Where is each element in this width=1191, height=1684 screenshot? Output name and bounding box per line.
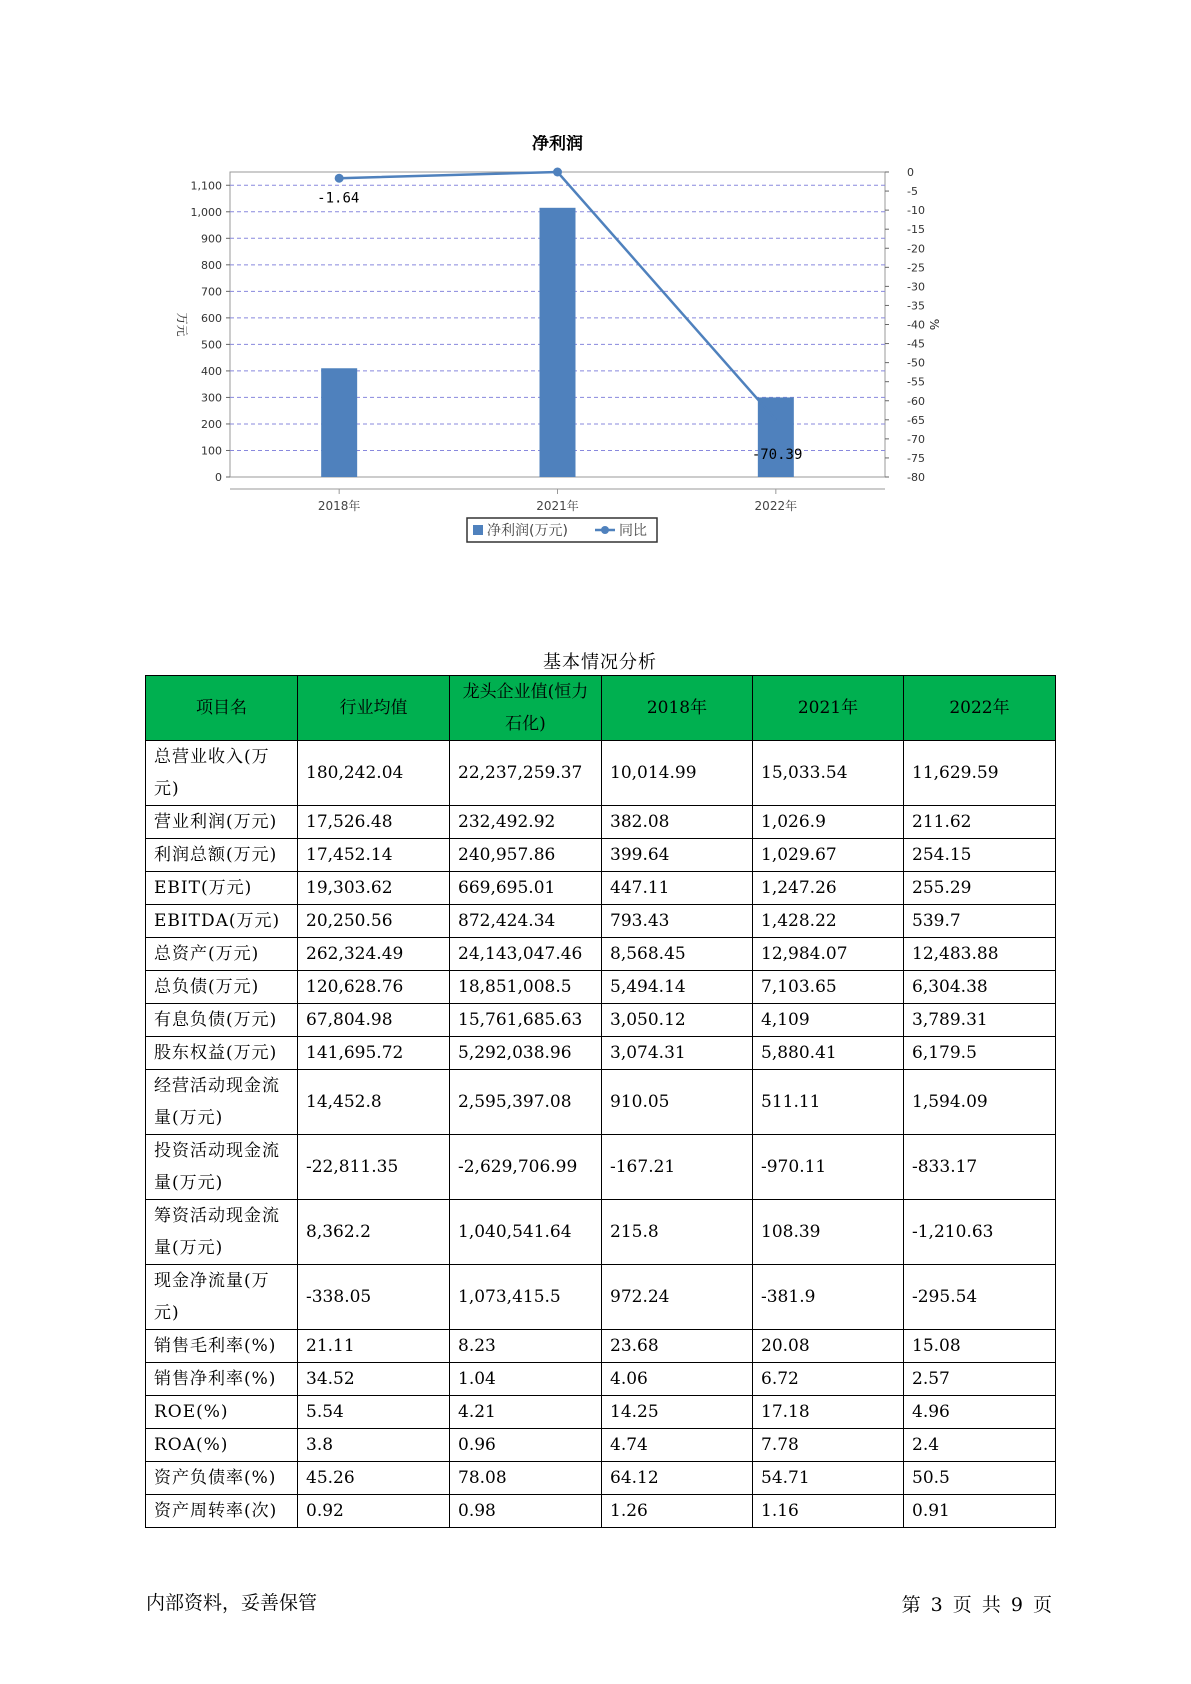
header-industry-avg: 行业均值 bbox=[298, 676, 450, 741]
row-value: 4,109 bbox=[753, 1004, 904, 1037]
chart-title: 净利润 bbox=[532, 135, 583, 154]
row-value: 17.18 bbox=[753, 1396, 904, 1429]
row-value: 108.39 bbox=[753, 1200, 904, 1265]
row-value: 539.7 bbox=[904, 905, 1056, 938]
row-label: 筹资活动现金流量(万元) bbox=[146, 1200, 298, 1265]
row-value: 22,237,259.37 bbox=[450, 741, 602, 806]
footer-page-number: 第 3 页 共 9 页 bbox=[901, 1594, 1054, 1616]
row-value: -1,210.63 bbox=[904, 1200, 1056, 1265]
row-value: 180,242.04 bbox=[298, 741, 450, 806]
yoy-point-0 bbox=[335, 174, 344, 183]
row-label: 资产周转率(次) bbox=[146, 1495, 298, 1528]
row-value: 793.43 bbox=[602, 905, 753, 938]
table-row bbox=[146, 1363, 1056, 1396]
y-axis-title: 万元 bbox=[175, 312, 189, 337]
basic-analysis-table bbox=[145, 675, 1056, 1528]
row-value: 0.96 bbox=[450, 1429, 602, 1462]
row-value: 1.04 bbox=[450, 1363, 602, 1396]
row-value: 8,568.45 bbox=[602, 938, 753, 971]
table-row bbox=[146, 1200, 1056, 1265]
row-value: -22,811.35 bbox=[298, 1135, 450, 1200]
row-value: 15.08 bbox=[904, 1330, 1056, 1363]
row-value: 3,074.31 bbox=[602, 1037, 753, 1070]
row-label: EBITDA(万元) bbox=[146, 905, 298, 938]
row-label: 现金净流量(万元) bbox=[146, 1265, 298, 1330]
row-value: 447.11 bbox=[602, 872, 753, 905]
row-value: 1,594.09 bbox=[904, 1070, 1056, 1135]
y-tick-label: 900 bbox=[201, 232, 222, 246]
y2-tick-label: -15 bbox=[907, 223, 925, 237]
row-value: 120,628.76 bbox=[298, 971, 450, 1004]
row-value: 5,880.41 bbox=[753, 1037, 904, 1070]
row-value: -338.05 bbox=[298, 1265, 450, 1330]
row-value: 6,179.5 bbox=[904, 1037, 1056, 1070]
row-value: 67,804.98 bbox=[298, 1004, 450, 1037]
y2-tick-label: -20 bbox=[907, 242, 925, 256]
row-value: 1,247.26 bbox=[753, 872, 904, 905]
legend-bar-label: 净利润(万元) bbox=[487, 523, 568, 539]
row-value: 262,324.49 bbox=[298, 938, 450, 971]
row-value: 54.71 bbox=[753, 1462, 904, 1495]
table-row bbox=[146, 1396, 1056, 1429]
row-value: 4.21 bbox=[450, 1396, 602, 1429]
row-value: 23.68 bbox=[602, 1330, 753, 1363]
x-tick-label: 2022年 bbox=[754, 499, 798, 513]
row-value: -833.17 bbox=[904, 1135, 1056, 1200]
bar-0 bbox=[321, 368, 357, 477]
y-tick-label: 1,000 bbox=[190, 205, 222, 219]
header-leader-value: 龙头企业值(恒力石化) bbox=[450, 676, 602, 741]
y2-tick-label: -45 bbox=[907, 337, 925, 351]
row-value: 50.5 bbox=[904, 1462, 1056, 1495]
row-value: 15,033.54 bbox=[753, 741, 904, 806]
table-row bbox=[146, 872, 1056, 905]
row-value: 14.25 bbox=[602, 1396, 753, 1429]
row-value: 1.16 bbox=[753, 1495, 904, 1528]
table-header-row bbox=[146, 676, 1056, 741]
row-value: 15,761,685.63 bbox=[450, 1004, 602, 1037]
row-value: 2,595,397.08 bbox=[450, 1070, 602, 1135]
row-value: 254.15 bbox=[904, 839, 1056, 872]
row-value: 240,957.86 bbox=[450, 839, 602, 872]
row-value: -295.54 bbox=[904, 1265, 1056, 1330]
row-value: 1.26 bbox=[602, 1495, 753, 1528]
row-label: 资产负债率(%) bbox=[146, 1462, 298, 1495]
y-tick-label: 400 bbox=[201, 364, 222, 378]
y2-axis-title: % bbox=[927, 318, 941, 331]
y-tick-label: 200 bbox=[201, 417, 222, 431]
table-row bbox=[146, 1265, 1056, 1330]
table-row bbox=[146, 1135, 1056, 1200]
row-value: 7.78 bbox=[753, 1429, 904, 1462]
row-value: 12,984.07 bbox=[753, 938, 904, 971]
x-tick-label: 2018年 bbox=[317, 499, 361, 513]
table-row bbox=[146, 1004, 1056, 1037]
y2-tick-label: -5 bbox=[907, 185, 918, 199]
row-value: 45.26 bbox=[298, 1462, 450, 1495]
row-value: 78.08 bbox=[450, 1462, 602, 1495]
row-label: 经营活动现金流量(万元) bbox=[146, 1070, 298, 1135]
row-value: 872,424.34 bbox=[450, 905, 602, 938]
y2-tick-label: -70 bbox=[907, 432, 925, 446]
legend-line-marker bbox=[601, 526, 609, 534]
row-label: 销售毛利率(%) bbox=[146, 1330, 298, 1363]
row-value: 0.92 bbox=[298, 1495, 450, 1528]
row-label: 股东权益(万元) bbox=[146, 1037, 298, 1070]
header-2018: 2018年 bbox=[602, 676, 753, 741]
row-value: 3,050.12 bbox=[602, 1004, 753, 1037]
row-value: 3,789.31 bbox=[904, 1004, 1056, 1037]
table-caption: 基本情况分析 bbox=[543, 652, 657, 673]
table-row bbox=[146, 971, 1056, 1004]
y-tick-label: 600 bbox=[201, 311, 222, 325]
row-value: 4.96 bbox=[904, 1396, 1056, 1429]
table-row bbox=[146, 741, 1056, 806]
row-label: 总资产(万元) bbox=[146, 938, 298, 971]
row-value: 18,851,008.5 bbox=[450, 971, 602, 1004]
row-value: 399.64 bbox=[602, 839, 753, 872]
yoy-label-2018: -1.64 bbox=[317, 190, 360, 207]
row-value: 5,292,038.96 bbox=[450, 1037, 602, 1070]
row-label: ROE(%) bbox=[146, 1396, 298, 1429]
bar-1 bbox=[540, 208, 576, 477]
row-value: 6.72 bbox=[753, 1363, 904, 1396]
row-value: 21.11 bbox=[298, 1330, 450, 1363]
row-value: 141,695.72 bbox=[298, 1037, 450, 1070]
row-value: 972.24 bbox=[602, 1265, 753, 1330]
y-tick-label: 0 bbox=[215, 471, 222, 484]
table-row bbox=[146, 839, 1056, 872]
row-value: 17,526.48 bbox=[298, 806, 450, 839]
row-value: 11,629.59 bbox=[904, 741, 1056, 806]
y2-tick-label: -55 bbox=[907, 375, 925, 389]
row-label: 总负债(万元) bbox=[146, 971, 298, 1004]
row-value: 34.52 bbox=[298, 1363, 450, 1396]
row-value: 2.4 bbox=[904, 1429, 1056, 1462]
row-value: 5,494.14 bbox=[602, 971, 753, 1004]
y-tick-label: 800 bbox=[201, 258, 222, 272]
table-row bbox=[146, 1495, 1056, 1528]
row-value: 14,452.8 bbox=[298, 1070, 450, 1135]
net-profit-chart bbox=[170, 135, 1020, 595]
row-value: 12,483.88 bbox=[904, 938, 1056, 971]
row-value: 20,250.56 bbox=[298, 905, 450, 938]
row-value: -167.21 bbox=[602, 1135, 753, 1200]
table-row bbox=[146, 1462, 1056, 1495]
table-row bbox=[146, 938, 1056, 971]
table-row bbox=[146, 1330, 1056, 1363]
y-tick-label: 500 bbox=[201, 338, 222, 352]
row-value: 1,428.22 bbox=[753, 905, 904, 938]
y2-tick-label: -40 bbox=[907, 318, 925, 332]
header-item-name: 项目名 bbox=[146, 676, 298, 741]
row-value: 2.57 bbox=[904, 1363, 1056, 1396]
row-value: -381.9 bbox=[753, 1265, 904, 1330]
row-label: 有息负债(万元) bbox=[146, 1004, 298, 1037]
footer-confidential-note: 内部资料，妥善保管 bbox=[146, 1592, 318, 1614]
y-tick-label: 100 bbox=[201, 444, 222, 458]
y2-tick-label: -65 bbox=[907, 413, 925, 427]
row-value: 24,143,047.46 bbox=[450, 938, 602, 971]
y2-tick-label: -25 bbox=[907, 261, 925, 275]
y2-tick-label: -30 bbox=[907, 280, 925, 294]
row-value: 19,303.62 bbox=[298, 872, 450, 905]
row-value: 382.08 bbox=[602, 806, 753, 839]
row-label: EBIT(万元) bbox=[146, 872, 298, 905]
row-value: 3.8 bbox=[298, 1429, 450, 1462]
y2-tick-label: -80 bbox=[907, 471, 925, 484]
row-value: 511.11 bbox=[753, 1070, 904, 1135]
row-value: 0.91 bbox=[904, 1495, 1056, 1528]
yoy-label-2022: -70.39 bbox=[751, 447, 803, 463]
table-row bbox=[146, 1037, 1056, 1070]
row-value: 4.06 bbox=[602, 1363, 753, 1396]
row-value: -970.11 bbox=[753, 1135, 904, 1200]
row-value: 1,073,415.5 bbox=[450, 1265, 602, 1330]
y-tick-label: 1,100 bbox=[190, 179, 222, 193]
row-label: 投资活动现金流量(万元) bbox=[146, 1135, 298, 1200]
table-body bbox=[146, 741, 1056, 1528]
row-value: -2,629,706.99 bbox=[450, 1135, 602, 1200]
y2-tick-label: -35 bbox=[907, 299, 925, 313]
row-value: 4.74 bbox=[602, 1429, 753, 1462]
y2-tick-label: -10 bbox=[907, 204, 925, 218]
table-row bbox=[146, 905, 1056, 938]
row-value: 1,029.67 bbox=[753, 839, 904, 872]
row-value: 669,695.01 bbox=[450, 872, 602, 905]
row-label: 营业利润(万元) bbox=[146, 806, 298, 839]
header-2022: 2022年 bbox=[904, 676, 1056, 741]
y-tick-label: 300 bbox=[201, 391, 222, 405]
y2-tick-label: 0 bbox=[907, 166, 914, 179]
row-label: 利润总额(万元) bbox=[146, 839, 298, 872]
row-label: 总营业收入(万元) bbox=[146, 741, 298, 806]
table-row bbox=[146, 1429, 1056, 1462]
y2-tick-label: -60 bbox=[907, 394, 925, 408]
x-tick-label: 2021年 bbox=[536, 499, 579, 513]
chart-svg bbox=[170, 135, 1020, 595]
row-value: 1,026.9 bbox=[753, 806, 904, 839]
table-row bbox=[146, 806, 1056, 839]
row-value: 10,014.99 bbox=[602, 741, 753, 806]
row-value: 910.05 bbox=[602, 1070, 753, 1135]
legend-bar-swatch bbox=[473, 525, 483, 535]
row-value: 20.08 bbox=[753, 1330, 904, 1363]
row-value: 8.23 bbox=[450, 1330, 602, 1363]
y2-tick-label: -75 bbox=[907, 451, 925, 465]
row-value: 1,040,541.64 bbox=[450, 1200, 602, 1265]
row-value: 232,492.92 bbox=[450, 806, 602, 839]
legend-line-label: 同比 bbox=[619, 523, 647, 539]
bar-2 bbox=[758, 397, 794, 477]
row-value: 0.98 bbox=[450, 1495, 602, 1528]
row-value: 17,452.14 bbox=[298, 839, 450, 872]
y-tick-label: 700 bbox=[201, 285, 222, 299]
header-2021: 2021年 bbox=[753, 676, 904, 741]
row-value: 8,362.2 bbox=[298, 1200, 450, 1265]
table-row bbox=[146, 1070, 1056, 1135]
row-value: 211.62 bbox=[904, 806, 1056, 839]
row-value: 215.8 bbox=[602, 1200, 753, 1265]
row-label: 销售净利率(%) bbox=[146, 1363, 298, 1396]
y2-tick-label: -50 bbox=[907, 356, 925, 370]
row-value: 64.12 bbox=[602, 1462, 753, 1495]
yoy-point-1 bbox=[553, 168, 562, 177]
row-value: 255.29 bbox=[904, 872, 1056, 905]
row-value: 5.54 bbox=[298, 1396, 450, 1429]
row-value: 6,304.38 bbox=[904, 971, 1056, 1004]
row-value: 7,103.65 bbox=[753, 971, 904, 1004]
row-label: ROA(%) bbox=[146, 1429, 298, 1462]
